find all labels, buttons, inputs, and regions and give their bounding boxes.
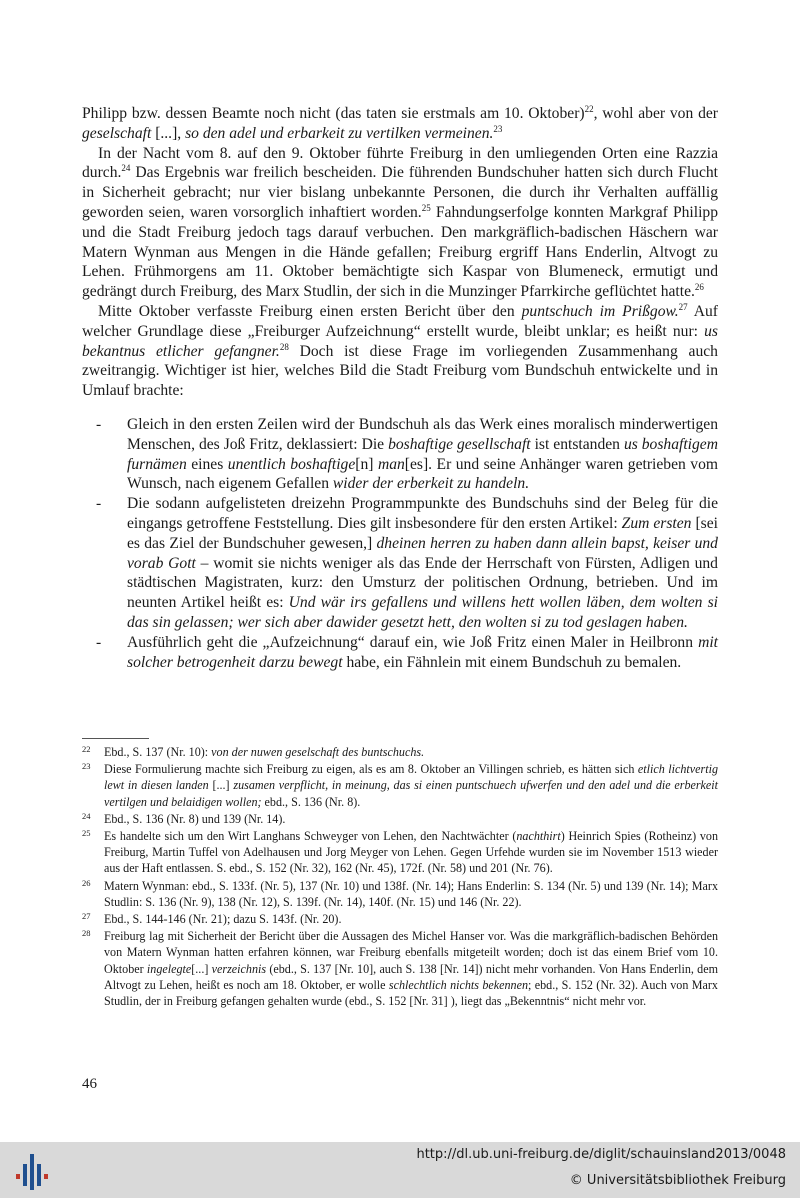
paragraph: Mitte Oktober verfasste Freiburg einen ersten Bericht über den puntschuch im Prißgow.$^{27}$ Auf welcher Grundlage diese „Freiburger Aufzeichnung“ erstellt wurde, bleibt unklar; es heißt nur: us bekantnus etlicher gefangner.$^{28}$ Doch ist diese Frage im vorliegenden Zusammenhang auch zweitrangig. Wichtiger ist hier, welches Bild die Stadt Freiburg vom Bundschuh entwickelte und in Umlauf brachte:: [82, 301, 719, 400]
footnote-reference[interactable]: 27: [678, 301, 688, 312]
footnote-text: Es handelte sich um den Wirt Langhans Schweyger von Lehen, den Nachtwächter (nachthirt) Heinrich Spies (Rotheinz) von Freiburg, Martin Tuffel von Adelhausen und Jorg Meyger von Lehen. Gegen Urfehde wurden sie im November 1513 wieder aus der Haft entlassen. S. ebd., S. 152 (Nr. 32), 162 (Nr. 45), 172f. (Nr. 58) und 201 (Nr. 76).: [104, 829, 718, 876]
footnote-number: 24: [82, 810, 91, 821]
list-item-text: Die sodann aufgelisteten dreizehn Programmpunkte des Bundschuhs sind der Beleg für die eingangs getroffene Feststellung. Dies gilt insbesondere für den ersten Artikel: Zum ersten [sei es das Ziel der Bundschuher gewesen,] dheinen herren zu haben dann allein bapst, keiser und vorab Gott – womit sie nichts weniger als das Ende der Herrschaft von Fürsten, Adligen und städtischen Magistraten, kurz: den Umsturz der politischen Ordnung, betrieben. Und im neunten Artikel heißt es: Und wär irs gefallens und willens hett wollen läben, dem wolten si das sin gelassen; wer sich aber dawider gesetzt hett, den wolten si zu tod geslagen haben.: [127, 495, 718, 631]
page-number: 46: [82, 1076, 97, 1092]
italic-text: verzeichnis: [211, 961, 267, 976]
italic-text: wider der erberkeit zu handeln.: [332, 475, 530, 493]
footnote-text: Ebd., S. 137 (Nr. 10): von der nuwen geselschaft des buntschuchs.: [104, 745, 425, 759]
italic-text: so den adel und erbarkeit zu vertilken vermeinen.: [185, 124, 494, 142]
footnote: [82, 744, 718, 760]
footnote-text: Freiburg lag mit Sicherheit der Bericht über die Aussagen des Michel Hanser vor. Was die markgräflich-badischen Behörden von Matern Wynman hatten erfahren können, war Freiburg ebenfalls mitgeteilt worden; doch ist das einem Brief vom 10. Oktober ingelegte[...] verzeichnis (ebd., S. 137 [Nr. 10], auch S. 138 [Nr. 14]) nicht mehr vorhanden. Von Hans Enderlin, dem Altvogt zu Lehen, heißt es noch am 18. Oktober, er wolle schlechtlich nichts bekennen; ebd., S. 152 (Nr. 32). Auch von Marx Studlin, der in Freiburg gefangen gehalten wurde (ebd., S. 152 [Nr. 31] ), liegt das „Bekenntnis“ nicht mehr vor.: [104, 929, 718, 1009]
list-dash: -: [96, 495, 102, 513]
footnote-text: Diese Formulierung machte sich Freiburg zu eigen, als es am 8. Oktober an Villingen schrieb, es hätten sich etlich lichtvertig lewt in diesen landen [...] zusamen verpflicht, in meinung, das si einen puntschuech ufwerfen und den adel und die erberkeit vertilgen und belaidigen wollen; ebd., S. 136 (Nr. 8).: [104, 762, 719, 809]
footnotes: [82, 744, 718, 1010]
footnote-reference[interactable]: 26: [694, 281, 704, 292]
list-item: [82, 633, 718, 673]
italic-text: zusamen verpflicht, in meinung, das si einen puntschuech ufwerfen und den adel und die erberkeit vertilgen und belaidigen wollen;: [104, 778, 719, 809]
italic-text: Zum ersten: [621, 514, 692, 532]
footnote-reference[interactable]: 28: [279, 341, 289, 352]
footnote: [82, 811, 718, 827]
italic-text: etlich lichtvertig lewt in diesen landen: [104, 762, 719, 793]
footnote-text: Ebd., S. 144-146 (Nr. 21); dazu S. 143f. (Nr. 20).: [104, 912, 342, 927]
italic-text: schlechtlich nichts bekennen: [388, 977, 528, 992]
footnote: [82, 928, 718, 1009]
footnote-number: 28: [82, 928, 91, 939]
list-item-text: Ausführlich geht die „Aufzeichnung“ darauf ein, wie Joß Fritz einen Maler in Heilbronn mit solcher betrogenheit darzu bewegt habe, ein Fähnlein mit einem Bundschuh zu bemalen.: [127, 633, 718, 671]
italic-text: Und wär irs gefallens und willens hett wollen läben, dem wolten si das sin gelassen; wer sich aber dawider gesetzt hett, den wolten si zu tod geslagen haben.: [127, 594, 718, 631]
paragraph: In der Nacht vom 8. auf den 9. Oktober führte Freiburg in den umliegenden Orten eine Razzia durch.$^{24}$ Das Ergebnis war freilich bescheiden. Die führenden Bundschuher hatten sich durch Flucht in Sicherheit gebracht; nur vier bislang unbekannte Personen, die durch ihr Verhalten auffällig geworden seien, waren vorsorglich inhaftiert worden.$^{25}$ Fahndungserfolge konnten Markgraf Philipp und die Stadt Freiburg jedoch tags darauf verbuchen. Den markgräflich-badischen Häschern war Matern Wynman aus Mengen in die Hände gefallen; Freiburg ergriff Hans Enderlin, Altvogt zu Lehen. Frühmorgens am 11. Oktober bemächtigte sich Kaspar von Blumeneck, ermutigt und gedrängt durch Freiburg, des Marx Studlin, der sich in die Munzinger Pfarrkirche geflüchtet hatte.$^{26}$: [82, 144, 718, 301]
italic-text: von der nuwen geselschaft des buntschuchs.: [211, 745, 425, 759]
footnote: [82, 828, 718, 877]
footnote-reference[interactable]: 23: [493, 123, 503, 134]
italic-text: nachthirt: [516, 829, 561, 844]
ub-freiburg-logo-icon: [14, 1152, 50, 1192]
footnote-separator: [82, 738, 149, 739]
footer-copyright: © Universitätsbibliothek Freiburg: [569, 1173, 786, 1188]
footnote: [82, 911, 718, 927]
italic-text: geselschaft: [82, 124, 152, 142]
list-item-text: Gleich in den ersten Zeilen wird der Bundschuh als das Werk eines moralisch minderwertigen Menschen, des Joß Fritz, deklassiert: Die boshaftige gesellschaft ist entstanden us boshaftigem furnämen eines unentlich boshaftige[n] man[es]. Er und seine Anhänger waren getrieben vom Wunsch, nach eigenem Gefallen wider der erberkeit zu handeln.: [127, 415, 718, 493]
paragraph: Philipp bzw. dessen Beamte noch nicht (das taten sie erstmals am 10. Oktober)$^{22}$, wohl aber von der geselschaft [...], so den adel und erbarkeit zu vertilken vermeinen.$^{23}$: [82, 103, 718, 142]
footnote-number: 23: [82, 761, 91, 772]
footnote-number: 26: [82, 877, 91, 888]
list-dash: -: [96, 633, 102, 651]
footnote-reference[interactable]: 24: [121, 163, 131, 174]
dash-list: [82, 415, 718, 672]
list-item: [82, 494, 718, 633]
footnote-number: 27: [82, 911, 91, 922]
italic-text: us bekantnus etlicher gefangner.: [82, 322, 718, 360]
italic-text: puntschuch im Prißgow.: [521, 302, 679, 320]
footnote-number: 22: [82, 744, 91, 754]
footnote-text: Ebd., S. 136 (Nr. 8) und 139 (Nr. 14).: [104, 811, 286, 826]
footnote-reference[interactable]: 22: [584, 103, 594, 114]
italic-text: unentlich boshaftige: [227, 455, 356, 473]
italic-text: us boshaftigem furnämen: [127, 435, 718, 473]
footnote-text: Matern Wynman: ebd., S. 133f. (Nr. 5), 137 (Nr. 10) und 138f. (Nr. 14); Hans Enderlin: S. 134 (Nr. 5) und 139 (Nr. 14); Marx Studlin: S. 136 (Nr. 9), 138 (Nr. 12), S. 139f. (Nr. 14), 140f. (Nr. 15) und 146 (Nr. 22).: [104, 878, 718, 909]
main-text: [82, 104, 718, 672]
italic-text: ingelegte: [146, 961, 192, 976]
italic-text: man: [377, 455, 405, 473]
list-item: [82, 415, 718, 494]
footer-url-link[interactable]: http://dl.ub.uni-freiburg.de/diglit/schauinsland2013/0048: [416, 1147, 786, 1162]
footer-bar: [0, 1142, 800, 1198]
footnote-number: 25: [82, 828, 91, 839]
list-dash: -: [96, 415, 102, 433]
footnote: [82, 761, 718, 810]
italic-text: boshaftige gesellschaft: [388, 435, 531, 453]
italic-text: mit solcher betrogenheit darzu bewegt: [127, 633, 718, 671]
footnote-reference[interactable]: 25: [421, 202, 431, 213]
footnote: [82, 878, 718, 910]
italic-text: dheinen herren zu haben dann allein bapst, keiser und vorab Gott: [127, 534, 718, 572]
